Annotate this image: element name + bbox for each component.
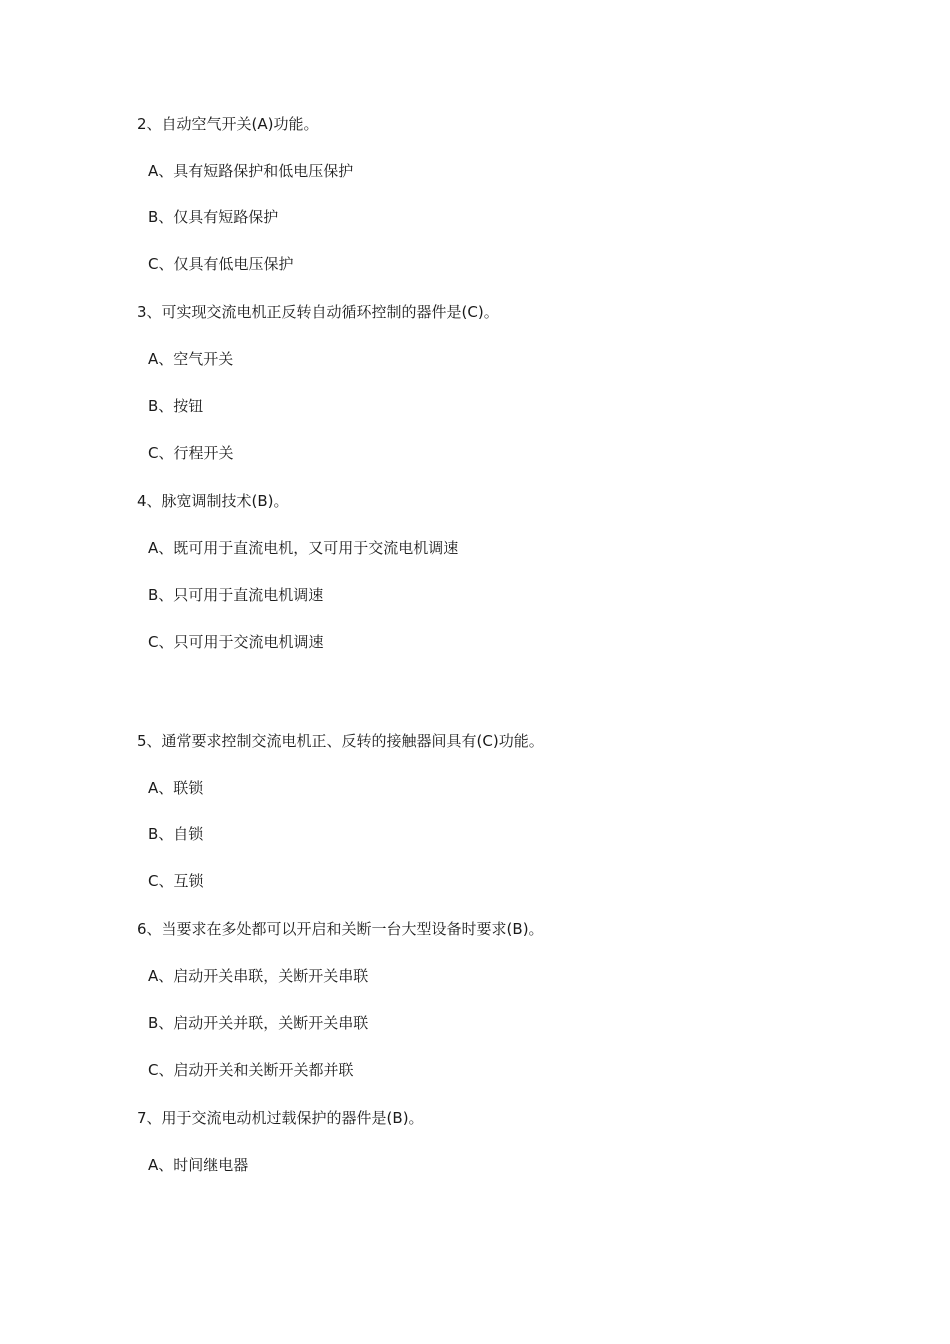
answer-option: B、仅具有短路保护 xyxy=(148,208,279,226)
question-stem: 5、通常要求控制交流电机正、反转的接触器间具有(C)功能。 xyxy=(137,732,544,750)
question-stem: 6、当要求在多处都可以开启和关断一台大型设备时要求(B)。 xyxy=(137,920,544,938)
answer-option: B、启动开关并联，关断开关串联 xyxy=(148,1014,369,1032)
answer-option: B、自锁 xyxy=(148,825,204,843)
answer-option: C、互锁 xyxy=(148,872,204,890)
answer-option: A、空气开关 xyxy=(148,350,234,368)
answer-option: A、时间继电器 xyxy=(148,1156,249,1174)
answer-option: C、启动开关和关断开关都并联 xyxy=(148,1061,354,1079)
answer-option: A、联锁 xyxy=(148,779,204,797)
answer-option: B、只可用于直流电机调速 xyxy=(148,586,324,604)
question-stem: 3、可实现交流电机正反转自动循环控制的器件是(C)。 xyxy=(137,303,499,321)
answer-option: A、启动开关串联，关断开关串联 xyxy=(148,967,369,985)
answer-option: A、既可用于直流电机，又可用于交流电机调速 xyxy=(148,539,459,557)
answer-option: A、具有短路保护和低电压保护 xyxy=(148,162,354,180)
question-stem: 7、用于交流电动机过载保护的器件是(B)。 xyxy=(137,1109,424,1127)
question-stem: 4、脉宽调制技术(B)。 xyxy=(137,492,289,510)
answer-option: C、仅具有低电压保护 xyxy=(148,255,294,273)
answer-option: B、按钮 xyxy=(148,397,204,415)
question-stem: 2、自动空气开关(A)功能。 xyxy=(137,115,319,133)
answer-option: C、只可用于交流电机调速 xyxy=(148,633,324,651)
answer-option: C、行程开关 xyxy=(148,444,234,462)
